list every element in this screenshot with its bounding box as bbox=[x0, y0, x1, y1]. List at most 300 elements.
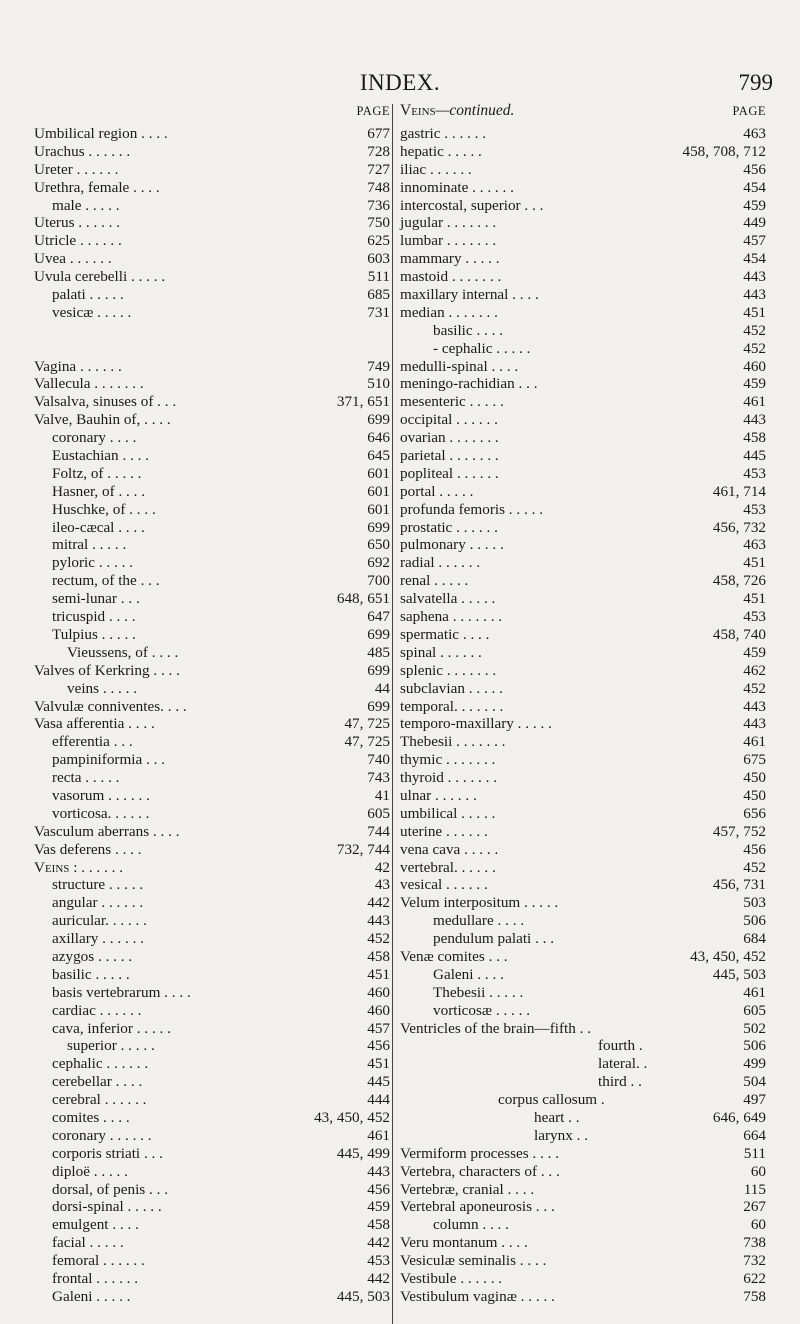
right-column bbox=[398, 102, 766, 1306]
index-pages: 457 bbox=[743, 232, 766, 250]
leader-dots: . . . . . . bbox=[449, 751, 496, 769]
leader-dots: . . . . . . bbox=[453, 429, 499, 447]
index-pages: 463 bbox=[743, 125, 766, 142]
leader-dots: . . . . . . bbox=[98, 375, 144, 393]
leader-dots: . . . bbox=[157, 661, 180, 679]
index-term: vorticosa. . . . . . bbox=[52, 804, 150, 822]
leader-dots: . bbox=[634, 1073, 642, 1091]
index-pages: 645 bbox=[367, 447, 390, 465]
index-term: veins . . . . . bbox=[67, 679, 138, 697]
index-pages: 442 bbox=[367, 894, 390, 912]
leader-dots: . . . . bbox=[111, 464, 142, 482]
index-pages: 459 bbox=[367, 1198, 390, 1216]
index-term: pendulum palati . . . bbox=[433, 930, 555, 948]
index-term: Foltz, of . . . . . bbox=[52, 464, 142, 482]
index-pages: 664 bbox=[743, 1126, 766, 1144]
index-entry bbox=[32, 340, 390, 358]
index-term: jugular . . . . . . . bbox=[400, 214, 497, 232]
index-entry bbox=[32, 644, 390, 662]
index-entry bbox=[398, 894, 766, 912]
index-entry bbox=[398, 1270, 766, 1288]
leader-dots: . . . bbox=[531, 930, 555, 948]
index-entry bbox=[398, 948, 766, 966]
leader-dots: . . . bbox=[109, 733, 133, 751]
page-title: INDEX. bbox=[359, 70, 441, 95]
leader-dots: . . . . . . bbox=[450, 214, 497, 232]
leader-dots: . . . . . bbox=[108, 912, 147, 930]
index-term: auricular. . . . . . bbox=[52, 912, 147, 930]
index-pages: 601 bbox=[367, 482, 390, 500]
index-pages: 459 bbox=[743, 643, 766, 661]
index-term: Eustachian . . . . bbox=[52, 447, 150, 465]
index-pages: 451 bbox=[367, 965, 390, 983]
leader-dots: . . . . . bbox=[85, 1234, 124, 1252]
index-entry bbox=[32, 143, 390, 161]
index-entry bbox=[398, 912, 766, 930]
leader-dots: . . . . . . bbox=[453, 447, 499, 465]
index-pages: 459 bbox=[743, 196, 766, 214]
index-pages: 452 bbox=[743, 321, 766, 339]
index-pages: 461 bbox=[743, 393, 766, 411]
index-term: pulmonary . . . . . bbox=[400, 536, 504, 554]
index-term: larynx . . bbox=[534, 1126, 588, 1144]
leader-dots: . . . bbox=[532, 1198, 555, 1216]
index-term: innominate . . . . . . bbox=[400, 178, 514, 196]
index-pages: 60 bbox=[750, 1162, 766, 1180]
index-entry bbox=[398, 1145, 766, 1163]
index-term: angular . . . . . . bbox=[52, 894, 144, 912]
leader-dots: . . . . . . bbox=[426, 160, 472, 178]
index-entry bbox=[398, 1073, 766, 1091]
index-term: gastric . . . . . . bbox=[400, 125, 487, 142]
leader-dots: . . . bbox=[537, 1162, 560, 1180]
index-term: rectum, of the . . . bbox=[52, 572, 160, 590]
index-entry bbox=[398, 698, 766, 716]
leader-dots: . . . . . bbox=[105, 930, 144, 948]
leader-dots: . . . . bbox=[105, 608, 136, 626]
index-term: Urethra, female . . . . bbox=[34, 178, 160, 196]
leader-dots: . . . bbox=[142, 751, 166, 769]
leader-dots: . . . . . bbox=[103, 1001, 142, 1019]
index-entry bbox=[398, 787, 766, 805]
index-pages: 506 bbox=[743, 912, 766, 930]
leader-dots: . . . . bbox=[512, 500, 543, 518]
index-term: mesenteric . . . . . bbox=[400, 393, 504, 411]
index-entry bbox=[32, 912, 390, 930]
leader-dots: . . . bbox=[515, 286, 539, 304]
index-entry bbox=[32, 823, 390, 841]
index-entry bbox=[398, 751, 766, 769]
left-column-header bbox=[32, 102, 390, 125]
index-term: temporal. . . . . . . bbox=[400, 697, 504, 715]
leader-dots: . . . . bbox=[487, 357, 519, 375]
index-pages: 458, 740 bbox=[712, 625, 766, 643]
index-pages: 456, 731 bbox=[712, 876, 766, 894]
leader-dots: . . . bbox=[145, 1180, 168, 1198]
leader-dots: . . . bbox=[484, 947, 508, 965]
leader-dots: . . . . . bbox=[91, 965, 130, 983]
index-entry bbox=[32, 1037, 390, 1055]
index-pages: 42 bbox=[374, 858, 390, 876]
index-pages: 603 bbox=[367, 250, 390, 268]
index-term: lateral. . bbox=[598, 1055, 648, 1073]
index-term: frontal . . . . . . bbox=[52, 1270, 139, 1287]
index-entry bbox=[398, 268, 766, 286]
continued-caps: Veins bbox=[400, 102, 436, 119]
index-term: cardiac . . . . . . bbox=[52, 1001, 142, 1019]
leader-dots: . . . . bbox=[108, 1216, 139, 1234]
index-pages: 656 bbox=[743, 804, 766, 822]
index-term: Uterus . . . . . . bbox=[34, 214, 121, 232]
index-term: iliac . . . . . . bbox=[400, 160, 472, 178]
index-pages: 461 bbox=[743, 733, 766, 751]
index-pages: 371, 651 bbox=[336, 393, 390, 411]
index-pages: 453 bbox=[743, 464, 766, 482]
leader-dots: . . . . . . bbox=[450, 661, 497, 679]
index-entry bbox=[32, 1091, 390, 1109]
index-entry bbox=[398, 1163, 766, 1181]
leader-dots: . . . . . . bbox=[459, 733, 506, 751]
leader-dots: . . . bbox=[156, 822, 180, 840]
index-entry bbox=[398, 1055, 766, 1073]
leader-dots: . . . . . . bbox=[76, 357, 122, 375]
leader-dots: . . . . . bbox=[105, 876, 144, 894]
index-term: cephalic . . . . . . bbox=[52, 1055, 149, 1073]
index-entry bbox=[32, 286, 390, 304]
index-entry bbox=[32, 1198, 390, 1216]
index-term: popliteal . . . . . . bbox=[400, 464, 499, 482]
column-divider bbox=[392, 104, 393, 1324]
index-entry bbox=[398, 214, 766, 232]
index-term: Valve, Bauhin of, . . . . bbox=[34, 411, 171, 429]
index-pages: 457, 752 bbox=[712, 822, 766, 840]
index-term: semi-lunar . . . bbox=[52, 590, 140, 608]
index-entry bbox=[398, 1234, 766, 1252]
index-term: recta . . . . . bbox=[52, 769, 120, 787]
index-pages: 622 bbox=[743, 1270, 766, 1287]
page-label: PAGE bbox=[732, 104, 766, 118]
leader-dots: . . . . bbox=[129, 178, 160, 196]
index-pages: 502 bbox=[743, 1019, 766, 1037]
index-pages: 460 bbox=[367, 1001, 390, 1019]
index-pages: 625 bbox=[367, 232, 390, 250]
leader-dots: . . . . . bbox=[106, 1252, 145, 1270]
leader-dots: . . . bbox=[136, 572, 160, 590]
index-entry bbox=[398, 197, 766, 215]
leader-dots: . . . bbox=[163, 697, 187, 715]
index-entry bbox=[32, 214, 390, 232]
index-entry bbox=[398, 447, 766, 465]
index-pages: 601 bbox=[367, 500, 390, 518]
index-entry bbox=[32, 1216, 390, 1234]
index-pages: 450 bbox=[743, 786, 766, 804]
index-pages: 444 bbox=[367, 1091, 390, 1109]
index-term: - cephalic . . . . . bbox=[433, 339, 531, 357]
leader-dots: . . . . . bbox=[113, 1126, 152, 1144]
index-entry bbox=[32, 1109, 390, 1127]
index-term: Uvea . . . . . . bbox=[34, 250, 112, 268]
index-term: Vermiform processes . . . . bbox=[400, 1144, 560, 1162]
leader-dots: . . . . . bbox=[459, 518, 498, 536]
index-term: thymic . . . . . . . bbox=[400, 751, 496, 769]
index-pages: 699 bbox=[367, 625, 390, 643]
index-entry bbox=[32, 769, 390, 787]
index-pages: 456, 732 bbox=[712, 518, 766, 536]
index-pages: 647 bbox=[367, 608, 390, 626]
index-term: Urachus . . . . . . bbox=[34, 142, 131, 160]
leader-dots: . . . . . . bbox=[450, 232, 497, 250]
leader-dots: . . . . bbox=[492, 983, 524, 1001]
index-term: vorticosæ . . . . . bbox=[433, 1001, 531, 1019]
index-pages: 699 bbox=[367, 697, 390, 715]
index-pages: 650 bbox=[367, 536, 390, 554]
index-pages: 454 bbox=[743, 250, 766, 268]
leader-dots: . . . bbox=[520, 196, 544, 214]
index-entry bbox=[398, 805, 766, 823]
index-term: basis vertebrarum . . . . bbox=[52, 983, 191, 1001]
index-entry bbox=[398, 966, 766, 984]
leader-dots: . . . . bbox=[114, 482, 146, 500]
index-entry bbox=[398, 411, 766, 429]
page-number: 799 bbox=[738, 70, 773, 95]
index-entry bbox=[32, 429, 390, 447]
index-term: facial . . . . . bbox=[52, 1234, 124, 1252]
index-entry bbox=[32, 358, 390, 376]
index-term: basilic . . . . . bbox=[52, 965, 130, 983]
index-term: cava, inferior . . . . . bbox=[52, 1019, 171, 1037]
index-entry bbox=[32, 590, 390, 608]
leader-dots: . . . . . bbox=[94, 947, 133, 965]
index-entry bbox=[32, 197, 390, 215]
leader-dots: . . . . bbox=[111, 1073, 143, 1091]
index-term: coronary . . . . bbox=[52, 429, 137, 447]
index-pages: 699 bbox=[367, 411, 390, 429]
leader-dots: . . . . . bbox=[464, 1270, 503, 1287]
index-pages: 451 bbox=[743, 554, 766, 572]
index-term: vasorum . . . . . . bbox=[52, 786, 150, 804]
leader-dots: . . . . bbox=[111, 840, 142, 858]
index-pages: 460 bbox=[367, 983, 390, 1001]
index-entry bbox=[398, 876, 766, 894]
leader-dots: . . . bbox=[523, 1252, 547, 1270]
leader-dots: . . . . bbox=[493, 912, 525, 930]
index-entry bbox=[32, 483, 390, 501]
index-entry bbox=[32, 1073, 390, 1091]
leader-dots: . . . bbox=[131, 715, 155, 733]
index-term: Vestibule . . . . . . bbox=[400, 1270, 503, 1287]
index-pages: 732, 744 bbox=[336, 840, 390, 858]
index-pages: 456 bbox=[743, 840, 766, 858]
index-entry bbox=[398, 429, 766, 447]
index-pages: 458 bbox=[367, 1216, 390, 1234]
leader-dots: . . . bbox=[132, 500, 156, 518]
index-pages: 646 bbox=[367, 429, 390, 447]
leader-dots: . . . bbox=[167, 983, 191, 1001]
index-pages: 605 bbox=[743, 1001, 766, 1019]
index-entry bbox=[32, 519, 390, 537]
index-entry bbox=[398, 501, 766, 519]
index-term: corpus callosum . bbox=[498, 1091, 605, 1109]
index-entry bbox=[398, 1198, 766, 1216]
leader-dots: . . . . . . bbox=[66, 250, 112, 268]
index-entry bbox=[398, 161, 766, 179]
leader-dots: . . . . . . bbox=[77, 858, 123, 876]
index-term: vesicæ . . . . . bbox=[52, 303, 132, 321]
leader-dots: . . . . . . bbox=[76, 232, 122, 250]
index-term: Hasner, of . . . . bbox=[52, 482, 146, 500]
index-term: Vertebra, characters of . . . bbox=[400, 1162, 560, 1180]
leader-dots: . . . . . bbox=[95, 554, 133, 572]
index-entry bbox=[398, 626, 766, 644]
index-pages: 115 bbox=[743, 1180, 766, 1198]
index-term: efferentia . . . bbox=[52, 733, 133, 751]
index-entry bbox=[32, 125, 390, 143]
index-term: Galeni . . . . . bbox=[52, 1287, 131, 1305]
index-term: prostatic . . . . . . bbox=[400, 518, 498, 536]
leader-dots: . . . . bbox=[459, 625, 490, 643]
index-pages: 646, 649 bbox=[712, 1108, 766, 1126]
index-pages: 442 bbox=[367, 1234, 390, 1252]
index-term: Vagina . . . . . . bbox=[34, 357, 122, 375]
index-term: spermatic . . . . bbox=[400, 625, 490, 643]
index-entry bbox=[32, 751, 390, 769]
index-pages: 458, 708, 712 bbox=[682, 142, 766, 160]
index-entry bbox=[398, 554, 766, 572]
leader-dots: . . . . bbox=[473, 965, 504, 983]
index-entry bbox=[32, 1145, 390, 1163]
index-entry bbox=[398, 536, 766, 554]
index-entry bbox=[32, 984, 390, 1002]
index-entry bbox=[32, 232, 390, 250]
index-pages: 743 bbox=[367, 769, 390, 787]
index-term: structure . . . . . bbox=[52, 876, 144, 894]
leader-dots: . . . . bbox=[140, 411, 171, 429]
index-pages: 675 bbox=[743, 751, 766, 769]
leader-dots: . . . . . . bbox=[431, 786, 477, 804]
index-term: hepatic . . . . . bbox=[400, 142, 482, 160]
leader-dots: . . . . . bbox=[457, 804, 496, 822]
index-term: umbilical . . . . . bbox=[400, 804, 496, 822]
leader-dots: . . . . . . bbox=[456, 608, 503, 626]
leader-dots: . . . . bbox=[114, 518, 145, 536]
index-entry bbox=[398, 733, 766, 751]
index-term: maxillary internal . . . . bbox=[400, 286, 539, 304]
index-entry bbox=[32, 733, 390, 751]
index-entry bbox=[398, 1020, 766, 1038]
index-entry bbox=[398, 1091, 766, 1109]
index-pages: 677 bbox=[367, 125, 390, 142]
index-pages: 458 bbox=[743, 429, 766, 447]
leader-dots: . . . bbox=[514, 375, 538, 393]
index-entry bbox=[32, 322, 390, 340]
index-pages: 731 bbox=[367, 303, 390, 321]
index-entry bbox=[398, 859, 766, 877]
leader-dots: . bbox=[580, 1126, 588, 1144]
leader-dots: . . . . . bbox=[105, 894, 144, 912]
leader-dots: . . . . bbox=[105, 625, 136, 643]
index-pages: 43, 450, 452 bbox=[690, 947, 766, 965]
index-pages: 648, 651 bbox=[336, 590, 390, 608]
index-entry bbox=[32, 1181, 390, 1199]
index-pages: 463 bbox=[743, 536, 766, 554]
index-pages: 485 bbox=[367, 643, 390, 661]
index-entry bbox=[398, 393, 766, 411]
index-entry bbox=[32, 787, 390, 805]
leader-dots: . . . bbox=[116, 590, 140, 608]
index-pages: 700 bbox=[367, 572, 390, 590]
index-pages: 445, 503 bbox=[712, 965, 766, 983]
index-term: Vertebral aponeurosis . . . bbox=[400, 1198, 555, 1216]
index-pages: 732 bbox=[743, 1252, 766, 1270]
leader-dots: . . . . . . bbox=[455, 268, 502, 286]
index-pages: 452 bbox=[743, 339, 766, 357]
leader-dots: . . . . . bbox=[111, 804, 150, 822]
index-pages: 462 bbox=[743, 661, 766, 679]
index-entry bbox=[398, 572, 766, 590]
index-entry bbox=[32, 250, 390, 268]
index-entry bbox=[398, 644, 766, 662]
index-entry bbox=[398, 143, 766, 161]
leader-dots: . . . . bbox=[140, 1019, 171, 1037]
index-entry bbox=[398, 1037, 766, 1055]
index-pages: 442 bbox=[367, 1270, 390, 1287]
index-term: fourth . bbox=[598, 1037, 643, 1055]
index-pages: 499 bbox=[743, 1055, 766, 1073]
index-term: azygos . . . . . bbox=[52, 947, 133, 965]
index-pages: 685 bbox=[367, 286, 390, 304]
leader-dots: . . . . bbox=[497, 1234, 528, 1252]
index-pages: 43 bbox=[374, 876, 390, 894]
index-term: Valsalva, sinuses of . . . bbox=[34, 393, 177, 411]
index-pages: 452 bbox=[367, 930, 390, 948]
leader-dots: . bbox=[583, 1019, 592, 1037]
leader-dots: . . . . . bbox=[461, 250, 500, 268]
index-pages: 748 bbox=[367, 178, 390, 196]
index-entry bbox=[32, 966, 390, 984]
leader-dots: . . . . . bbox=[435, 482, 474, 500]
index-term: axillary . . . . . . bbox=[52, 930, 144, 948]
leader-dots: . . . . bbox=[527, 894, 559, 912]
index-entry bbox=[32, 375, 390, 393]
index-term: Huschke, of . . . . bbox=[52, 500, 156, 518]
index-term: occipital . . . . . . bbox=[400, 411, 498, 429]
index-entry bbox=[32, 608, 390, 626]
index-term: Velum interpositum . . . . . bbox=[400, 894, 559, 912]
index-term: emulgent . . . . bbox=[52, 1216, 139, 1234]
index-pages: 443 bbox=[743, 715, 766, 733]
index-pages: 443 bbox=[743, 268, 766, 286]
index-term: Vas deferens . . . . bbox=[34, 840, 142, 858]
leader-dots: . . . . bbox=[100, 1287, 131, 1305]
index-term: dorsal, of penis . . . bbox=[52, 1180, 168, 1198]
index-pages: 451 bbox=[743, 303, 766, 321]
index-term: renal . . . . . bbox=[400, 572, 469, 590]
leader-dots: . . . . . . bbox=[457, 697, 504, 715]
index-pages: 699 bbox=[367, 661, 390, 679]
index-term: Umbilical region . . . . bbox=[34, 125, 168, 142]
index-term: Valves of Kerkring . . . . bbox=[34, 661, 180, 679]
index-term: heart . . bbox=[534, 1108, 580, 1126]
index-entry bbox=[398, 125, 766, 143]
leader-dots: . . . . . . bbox=[84, 142, 131, 160]
index-pages: 443 bbox=[743, 411, 766, 429]
index-entry bbox=[32, 680, 390, 698]
leader-dots: . . . bbox=[140, 1144, 163, 1162]
leader-dots: . . . . . bbox=[449, 822, 488, 840]
index-entry bbox=[398, 340, 766, 358]
index-entry bbox=[32, 465, 390, 483]
leader-dots: . . . . . bbox=[457, 590, 496, 608]
